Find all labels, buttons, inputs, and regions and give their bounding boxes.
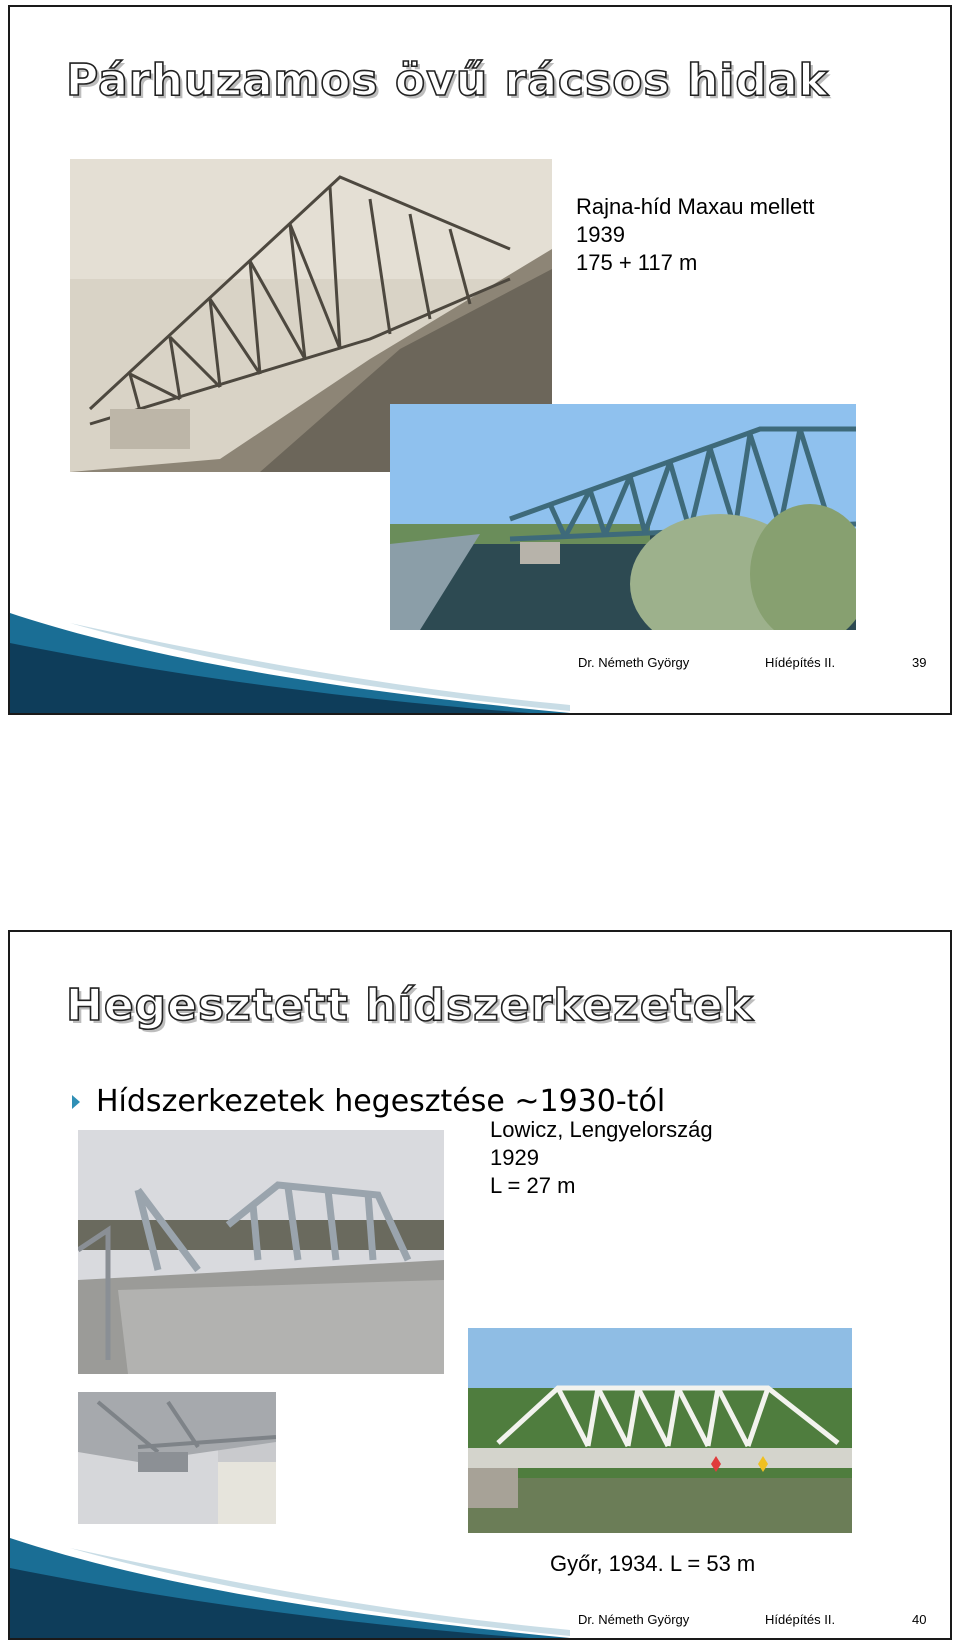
decorative-swoosh bbox=[10, 593, 570, 713]
slide-39 bbox=[8, 5, 952, 715]
bullet-text: Hídszerkezetek hegesztése ~1930-tól bbox=[96, 1084, 666, 1119]
slide-title: Hegesztett hídszerkezetek bbox=[66, 980, 754, 1031]
footer-page-number: 40 bbox=[912, 1612, 927, 1627]
caption-line: 1929 bbox=[490, 1145, 539, 1170]
weld-detail-photo bbox=[78, 1392, 276, 1524]
gyor-bridge-photo bbox=[468, 1328, 852, 1533]
lowicz-caption bbox=[490, 1116, 713, 1200]
footer-author: Dr. Németh György bbox=[578, 655, 690, 670]
footer-page-number: 39 bbox=[912, 655, 927, 670]
bridge-caption bbox=[576, 193, 814, 277]
slide-40 bbox=[8, 930, 952, 1640]
footer-course: Hídépítés II. bbox=[765, 1612, 836, 1627]
footer-author: Dr. Németh György bbox=[578, 1612, 690, 1627]
footer-course: Hídépítés II. bbox=[765, 655, 836, 670]
caption-line: L = 27 m bbox=[490, 1173, 576, 1198]
decorative-swoosh bbox=[10, 1518, 570, 1638]
caption-line: Rajna-híd Maxau mellett bbox=[576, 194, 815, 219]
caption-line: Lowicz, Lengyelország bbox=[490, 1117, 713, 1142]
bullet-arrow-icon bbox=[72, 1095, 80, 1109]
slide-title: Párhuzamos övű rácsos hidak bbox=[66, 55, 829, 106]
caption-line: 1939 bbox=[576, 222, 625, 247]
caption-line: 175 + 117 m bbox=[576, 250, 698, 275]
gyor-caption: Győr, 1934. L = 53 m bbox=[550, 1551, 756, 1576]
bullet-item bbox=[72, 1084, 665, 1119]
lowicz-bridge-photo bbox=[78, 1130, 444, 1374]
